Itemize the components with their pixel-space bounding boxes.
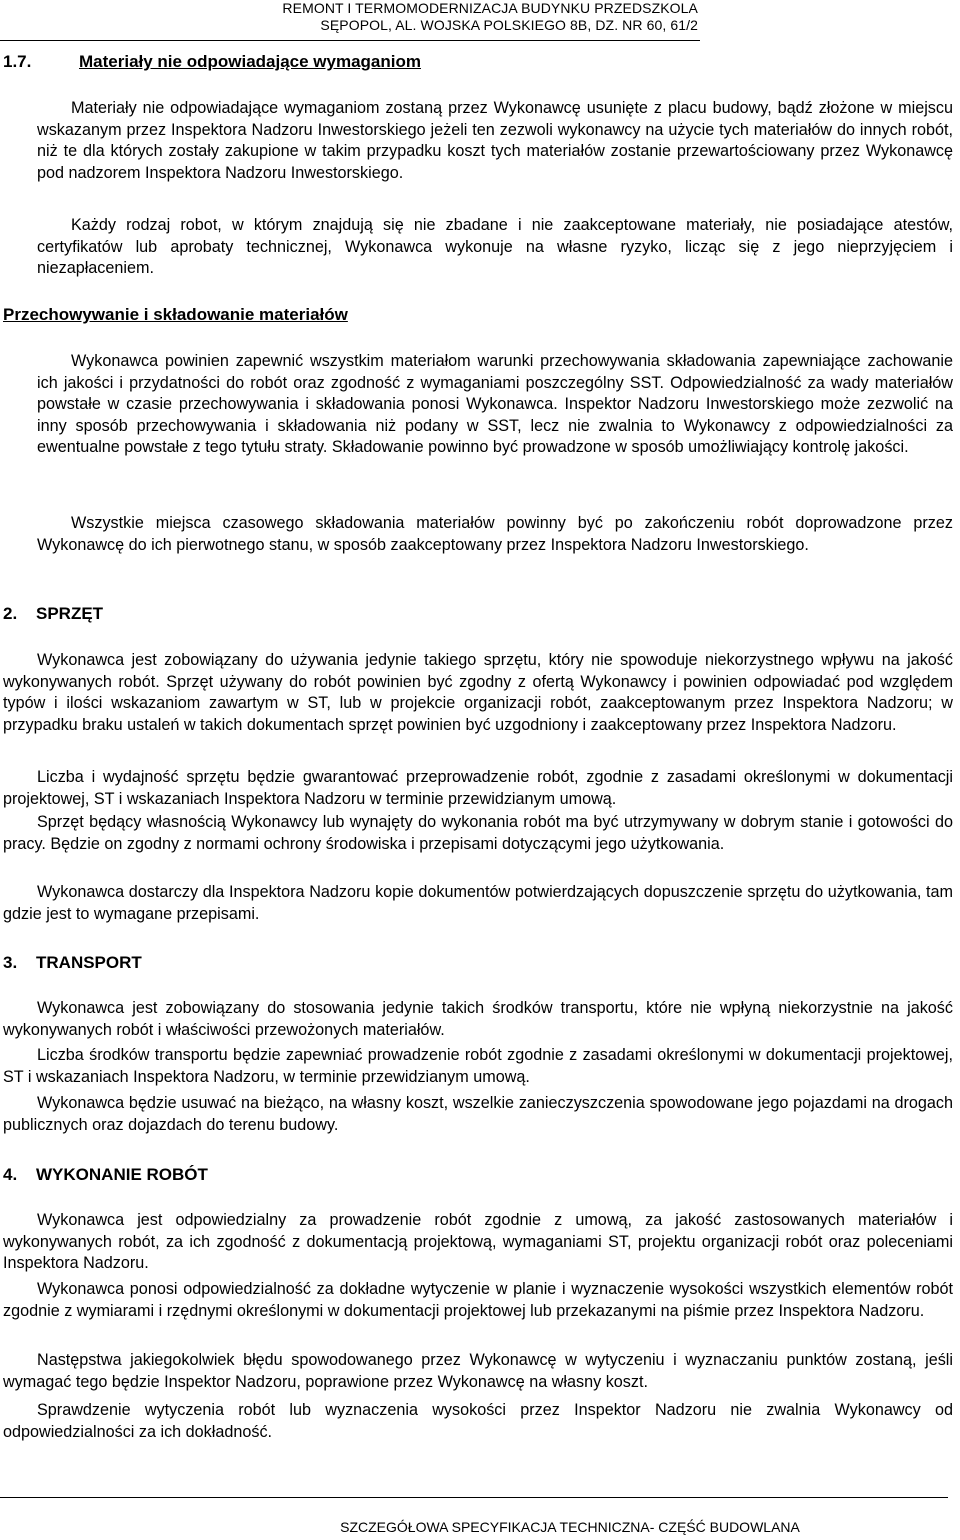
paragraph: Wykonawca będzie usuwać na bieżąco, na własny koszt, wszelkie zanieczyszczenia spowodowane jego pojazdami na drogach publicznych oraz dojazdach do terenu budowy.: [3, 1094, 953, 1134]
section-title: Materiały nie odpowiadające wymaganiom: [79, 52, 421, 71]
paragraph: Wykonawca jest zobowiązany do stosowania jedynie takich środków transportu, które nie wpłyną niekorzystnie na jakość wykonywanych robót i właściwości przewożonych materiałów.: [3, 999, 953, 1039]
paragraph: Wykonawca ponosi odpowiedzialność za dokładne wytyczenie w planie i wyznaczenie wysokości wszystkich elementów robót zgodnie z wymiarami i rzędnymi określonymi w dokumentacji projektowej lub przekazanymi na piśmie przez Inspektora Nadzoru.: [3, 1280, 953, 1320]
section-title: SPRZĘT: [36, 604, 104, 623]
storage-heading: Przechowywanie i składowanie materiałów: [3, 305, 348, 324]
paragraph: Wszystkie miejsca czasowego składowania materiałów powinny być po zakończeniu robót doprowadzone przez Wykonawcę do ich pierwotnego stanu, w sposób zaakceptowany przez Inspektora Nadzoru Inwestorskiego.: [37, 514, 953, 554]
footer-divider: [0, 1497, 948, 1498]
paragraph: Następstwa jakiegokolwiek błędu spowodowanego przez Wykonawcę w wytyczeniu i wyznaczaniu punktów zostaną, jeśli wymagać tego będzie Inspektor Nadzoru, poprawione przez Wykonawcę na własny koszt.: [3, 1351, 953, 1391]
section-3-heading: [3, 953, 142, 973]
section-2-heading: [3, 604, 103, 624]
section-1-7-heading: [3, 52, 421, 72]
paragraph: Sprzęt będący własnością Wykonawcy lub wynajęty do wykonania robót ma być utrzymywany w dobrym stanie i gotowości do pracy. Będzie on zgodny z normami ochrony środowiska i przepisami dotyczącymi jego użytkowania.: [3, 813, 953, 853]
section-title: TRANSPORT: [36, 953, 142, 972]
header-address: SĘPOPOL, AL. WOJSKA POLSKIEGO 8B, DZ. NR 60, 61/2: [320, 17, 698, 33]
paragraph: Liczba i wydajność sprzętu będzie gwarantować przeprowadzenie robót, zgodnie z zasadami określonymi w dokumentacji projektowej, ST i wskazaniach Inspektora Nadzoru w terminie przewidzianym umową.: [3, 768, 953, 808]
section-number: 3.: [3, 953, 18, 972]
paragraph: Sprawdzenie wytyczenia robót lub wyznaczenia wysokości przez Inspektor Nadzoru nie zwalnia Wykonawcy od odpowiedzialności za ich dokładność.: [3, 1401, 953, 1441]
paragraph: Liczba środków transportu będzie zapewniać prowadzenie robót zgodnie z zasadami określonymi w dokumentacji projektowej, ST i wskazaniach Inspektora Nadzoru, w terminie przewidzianym umową.: [3, 1046, 953, 1086]
paragraph: Materiały nie odpowiadające wymaganiom zostaną przez Wykonawcę usunięte z placu budowy, bądź złożone w miejscu wskazanym przez Inspektora Nadzoru Inwestorskiego jeżeli ten zezwoli wykonawcy na użycie tych materiałów do innych robót, niż te dla których zostały zakupione w takim przypadku koszt tych materiałów zostanie przewartościowany przez Wykonawcę pod nadzorem Inspektora Nadzoru Inwestorskiego.: [37, 99, 953, 182]
paragraph: Każdy rodzaj robot, w którym znajdują się nie zbadane i nie zaakceptowane materiały, nie posiadające atestów, certyfikatów lub aprobaty technicznej, Wykonawca wykonuje na własne ryzyko, licząc się z jego nieprzyjęciem i niezapłaceniem.: [37, 216, 953, 278]
paragraph: Wykonawca powinien zapewnić wszystkim materiałom warunki przechowywania składowania zapewniające zachowanie ich jakości i przydatności do robót oraz zgodność z wymaganiami poszczególny SST. Odpowiedzialność za wady materiałów powstałe w czasie przechowywania i składowania ponosi Wykonawca. Inspektor Nadzoru Inwestorskiego może zezwolić na inny sposób przechowywania i składowania niż podany w SST, lecz nie zwalnia to Wykonawcy z odpowiedzialności za ewentualne powstałe z tego tytułu straty. Składowanie powinno być prowadzone w sposób umożliwiający kontrolę jakości.: [37, 352, 953, 457]
paragraph: Wykonawca jest odpowiedzialny za prowadzenie robót zgodnie z umową, za jakość zastosowanych materiałów i wykonywanych robót, za ich zgodność z dokumentacją projektową, wymaganiami ST, projektu organizacji robót oraz poleceniami Inspektora Nadzoru.: [3, 1211, 953, 1273]
paragraph: Wykonawca dostarczy dla Inspektora Nadzoru kopie dokumentów potwierdzających dopuszczenie sprzętu do użytkowania, tam gdzie jest to wymagane przepisami.: [3, 883, 953, 923]
section-number: 1.7.: [3, 52, 32, 71]
section-4-heading: [3, 1165, 208, 1185]
section-number: 4.: [3, 1165, 18, 1184]
section-number: 2.: [3, 604, 18, 623]
paragraph: Wykonawca jest zobowiązany do używania jedynie takiego sprzętu, który nie spowoduje niekorzystnego wpływu na jakość wykonywanych robót. Sprzęt używany do robót powinien być zgodny z ofertą Wykonawcy i powinien odpowiadać pod względem typów i ilości wskazaniom zawartym w ST, lub w projekcie organizacji robót, zaakceptowanym przez Inspektora Nadzoru; w przypadku braku ustaleń w takich dokumentach sprzęt powinien być uzgodniony i zaakceptowany przez Inspektora Nadzoru.: [3, 651, 953, 734]
footer-text: SZCZEGÓŁOWA SPECYFIKACJA TECHNICZNA- CZĘŚĆ BUDOWLANA: [340, 1519, 800, 1535]
header-divider: [0, 40, 700, 41]
section-title: WYKONANIE ROBÓT: [36, 1165, 208, 1184]
header-title: REMONT I TERMOMODERNIZACJA BUDYNKU PRZEDSZKOLA: [282, 0, 698, 16]
